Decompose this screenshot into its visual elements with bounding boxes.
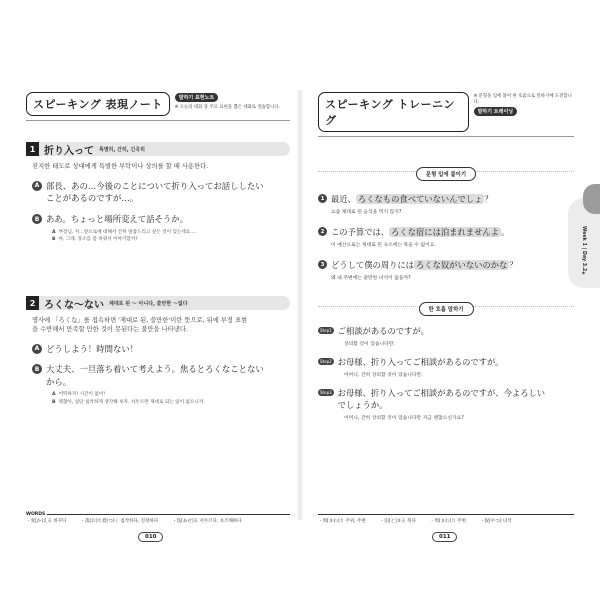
pattern-translation: 요즘 제대로 된 음식을 먹지 않지? bbox=[331, 210, 402, 215]
week-day-label: Week 1 | Day 3.2★ bbox=[581, 226, 586, 277]
step-line bbox=[318, 387, 574, 411]
expression-meaning: 제대로 된 ～ 아니다, 쓸만한 ～없다 bbox=[109, 300, 188, 307]
speaker-b-badge: B bbox=[32, 364, 42, 374]
pattern-highlight: ろくな奴がいないのかな bbox=[415, 260, 508, 270]
pattern-translation: 왜 내 주변에는 쓸만한 녀석이 없을까? bbox=[331, 276, 411, 281]
pattern-line bbox=[318, 193, 574, 205]
step-translation: 어머니, 간히 상의할 것이 있습니다만 지금 괜찮으신가요? bbox=[344, 416, 464, 421]
translation-b: 아, 그래. 장소를 좀 바꿔서 이야기할까? bbox=[58, 237, 138, 243]
step-line bbox=[318, 325, 574, 337]
divider bbox=[26, 120, 290, 121]
pattern-line bbox=[318, 259, 574, 271]
step-translation: 어머니, 간히 상의할 것이 있습니다만. bbox=[344, 373, 423, 378]
speaker-b-badge: B bbox=[32, 214, 42, 224]
expression-phrase: 折り入って bbox=[44, 145, 94, 157]
speaker-a-badge: A bbox=[32, 181, 42, 191]
word-item: ・焦[あせ]る 서두르다, 초조해하다 bbox=[172, 519, 242, 524]
right-header bbox=[318, 92, 574, 132]
words-box-right bbox=[318, 514, 574, 534]
pattern-prefix: 最近、 bbox=[331, 194, 356, 204]
pattern-highlight: ろくな宿には泊まれませんよ bbox=[391, 227, 499, 237]
dialogue-line-b bbox=[32, 213, 290, 226]
one-breath-header: 한 호흡 말하기 bbox=[419, 302, 474, 316]
dialogue-line-a bbox=[32, 343, 290, 356]
step-text: お母様、折り入ってご相談があるのですが。 bbox=[337, 357, 504, 367]
page-title: スピーキング 表現ノート bbox=[26, 92, 170, 116]
pattern-number: 1 bbox=[318, 194, 327, 203]
words-box-left bbox=[26, 514, 290, 534]
translation-a: 어떡하지! 시간이 없어! bbox=[58, 392, 106, 398]
translation-block: A 부장님, 저…앞으로에 대해서 간히 말씀드리고 싶은 것이 있는데요…. B 아, 그래. 장소를 좀 바꿔서 이야기할까? bbox=[52, 229, 197, 243]
word-item: ・奴[やつ] 녀석 bbox=[479, 519, 512, 524]
section-number: 1 bbox=[26, 142, 39, 156]
expression-phrase: ろくな～ない bbox=[44, 299, 104, 311]
speaker-a-badge: A bbox=[32, 344, 42, 354]
step-tag: Step3 bbox=[320, 390, 332, 395]
word-item: ・周[まわ]り 주위, 주변 bbox=[318, 519, 366, 524]
step-tag: Step1 bbox=[320, 328, 332, 333]
dialogue-text: どうしよう！時間ない！ bbox=[46, 343, 139, 354]
dialogue-text: から。 bbox=[46, 376, 72, 387]
pattern-suffix: ？ bbox=[509, 260, 518, 270]
one-breath-practice bbox=[318, 296, 574, 421]
word-item: ・周[まわ]り 주변 bbox=[429, 519, 466, 524]
divider bbox=[318, 136, 574, 137]
pattern-line bbox=[318, 226, 574, 238]
pattern-header: 문형 입에 붙이기 bbox=[416, 167, 476, 181]
word-item: ・変[か]える 바꾸다 bbox=[26, 519, 67, 524]
pattern-suffix: ？ bbox=[484, 194, 493, 204]
pattern-translation: 이 예산으로는 제대로 된 숙소에는 묵을 수 없어요. bbox=[331, 243, 436, 248]
page-number-left: 010 bbox=[138, 532, 163, 542]
step-tag: Step2 bbox=[320, 359, 332, 364]
side-tab bbox=[583, 184, 600, 214]
page-subtitle: 말하기 표현노트 bbox=[175, 93, 219, 102]
expression-section-1 bbox=[26, 142, 290, 244]
expression-section-2 bbox=[26, 296, 290, 407]
pattern-prefix: この予算では、 bbox=[331, 227, 390, 237]
pattern-prefix: どうして僕の周りには bbox=[331, 260, 414, 270]
word-item: ・落[お]ち着[つ]く 침착하다, 진정하다 bbox=[80, 519, 159, 524]
translation-block: A 어떡하지! 시간이 없어! B 괜찮아, 일단 침착하게 생각해 보자. 서두르면 제대로 되는 일이 없으니까. bbox=[52, 392, 205, 406]
dialogue-text: ああ。ちょっと場所変えて話そうか。 bbox=[46, 214, 189, 225]
page-subtitle: 말하기 트레이닝 bbox=[474, 107, 518, 116]
pattern-suffix: 。 bbox=[500, 227, 510, 237]
dialogue-line-b bbox=[32, 363, 290, 388]
word-item: ・泊[と]まる 묵다 bbox=[379, 519, 416, 524]
dialogue-text: 部長、あの…今後のことについて折り入ってお話ししたい bbox=[46, 180, 264, 191]
translation-b: 괜찮아, 일단 침착하게 생각해 보자. 서두르면 제대로 되는 일이 없으니까. bbox=[58, 400, 205, 406]
section-number: 2 bbox=[26, 296, 39, 310]
step-line bbox=[318, 356, 574, 368]
step-text: ご相談があるのですが。 bbox=[337, 326, 429, 336]
expression-description: 명사에 「ろくな」를 접속하면 '제대로 된, 쓸만한'이란 뜻으로, 뒤에 부정 표현 을 수반해서 만족할 만한 것이 못된다는 불만을 나타낸다. bbox=[32, 317, 248, 333]
step-text: でしょうか。 bbox=[337, 400, 388, 410]
translation-a: 부장님, 저…앞으로에 대해서 간히 말씀드리고 싶은 것이 있는데요…. bbox=[58, 229, 197, 235]
right-page bbox=[318, 92, 574, 518]
pattern-number: 3 bbox=[318, 260, 327, 269]
left-page bbox=[26, 92, 290, 518]
words-label: WORDS bbox=[26, 512, 46, 517]
pattern-practice bbox=[318, 161, 574, 281]
dialogue-line-a bbox=[32, 180, 290, 205]
step-translation: 상의할 것이 있습니다만. bbox=[344, 342, 395, 347]
dialogue-text: 大丈夫、一旦落ち着いて考えよう。焦るとろくなことない bbox=[46, 364, 264, 375]
step-text: お母様、折り入ってご相談があるのですが、今よろしい bbox=[337, 388, 546, 398]
pattern-number: 2 bbox=[318, 227, 327, 236]
expression-description: 진지한 태도로 상대에게 특별한 부탁이나 상의를 할 때 사용한다. bbox=[32, 163, 209, 170]
page-title: スピーキング トレーニング bbox=[318, 92, 469, 132]
left-header bbox=[26, 92, 290, 116]
expression-meaning: 특별히, 간히, 긴곡히 bbox=[99, 146, 145, 153]
page-number-right: 011 bbox=[432, 532, 457, 542]
page-note: ※ 문형을 입에 붙어 한 호흡으로 말하기에 도전합니다. bbox=[473, 94, 572, 105]
pattern-highlight: ろくなもの食べていないんでしょ bbox=[357, 194, 483, 204]
gutter bbox=[297, 90, 303, 520]
dialogue-text: ことがあるのですが…。 bbox=[46, 193, 139, 204]
page-note: ※ 오늘의 대화 중 주요 표현을 뽑은 대화로 연습합니다. bbox=[174, 105, 281, 110]
